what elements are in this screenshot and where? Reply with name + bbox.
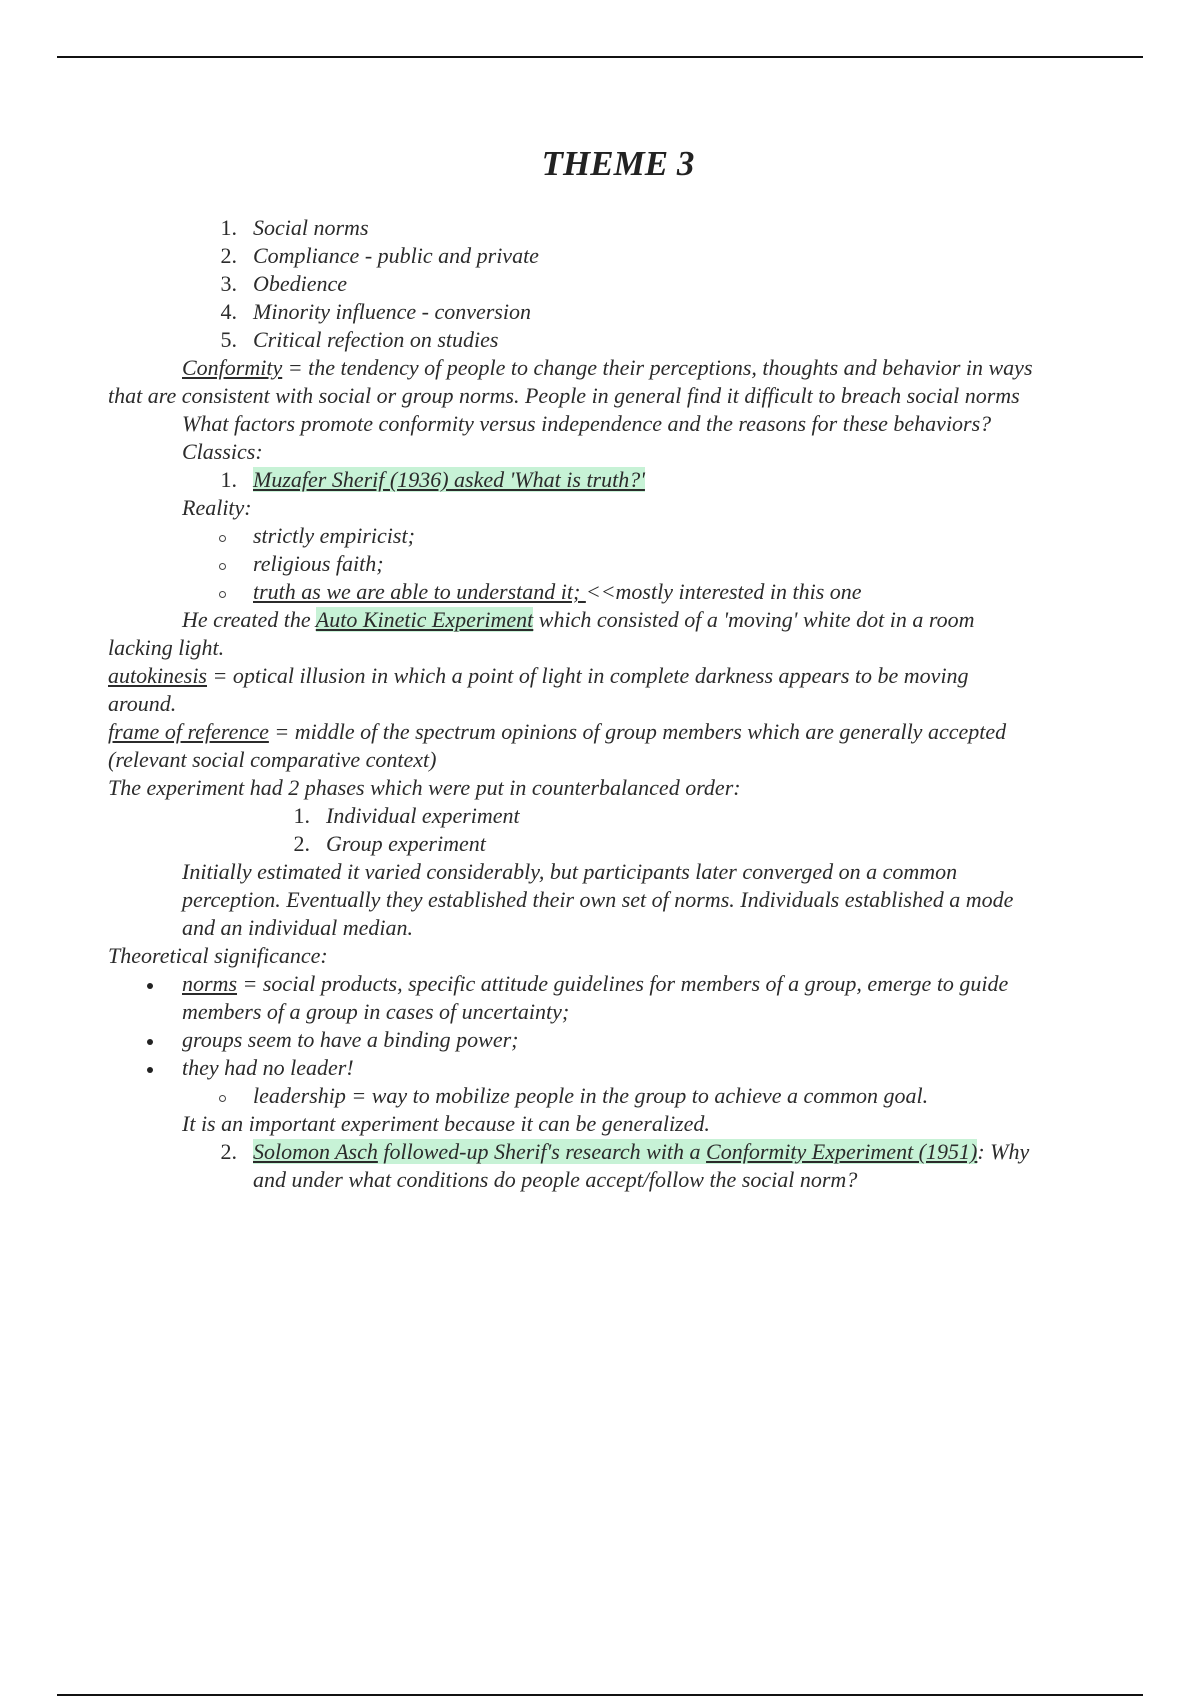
circle-bullet-icon	[219, 563, 226, 570]
asch-heading-cont: and under what conditions do people accept/follow the social norm?	[253, 1167, 858, 1192]
generalized-note: It is an important experiment because it can be generalized.	[182, 1111, 710, 1136]
asch-name: Solomon Asch	[253, 1139, 378, 1164]
outline-item: Minority influence - conversion	[253, 299, 531, 324]
autokinesis-definition-cont: around.	[108, 691, 177, 716]
bullet-icon	[147, 1067, 153, 1073]
header-rule	[57, 56, 1143, 58]
page-title: THEME 3	[541, 144, 695, 183]
phases-intro: The experiment had 2 phases which were put in counterbalanced order:	[108, 775, 741, 800]
bullet-icon	[147, 983, 153, 989]
binding-power: groups seem to have a binding power;	[182, 1027, 519, 1052]
sherif-heading: Muzafer Sherif (1936) asked 'What is truth?'	[253, 467, 645, 492]
conformity-definition: Conformity = the tendency of people to change their perceptions, thoughts and behavior in ways	[182, 355, 1033, 380]
auto-kinetic-term: Auto Kinetic Experiment	[315, 607, 534, 632]
results-text: perception. Eventually they established their own set of norms. Individuals established a mode	[182, 887, 1014, 912]
bullet-icon	[147, 1039, 153, 1045]
norms-definition-cont: members of a group in cases of uncertainty;	[182, 999, 570, 1024]
auto-kinetic-text-cont: lacking light.	[108, 635, 225, 660]
outline-item: Critical refection on studies	[253, 327, 499, 352]
outline-item: Obedience	[253, 271, 348, 296]
results-text: and an individual median.	[182, 915, 413, 940]
conformity-definition-cont: that are consistent with social or group norms. People in general find it difficult to breach social norms	[108, 383, 1020, 408]
outline-item: Social norms	[253, 215, 369, 240]
outline-number: 5.	[220, 327, 237, 352]
results-text: Initially estimated it varied considerably, but participants later converged on a common	[182, 859, 958, 884]
asch-heading: Solomon Asch followed-up Sherif's research with a Conformity Experiment (1951): Why	[253, 1139, 1030, 1164]
reality-item: religious faith;	[253, 551, 384, 576]
research-question: What factors promote conformity versus independence and the reasons for these behaviors?	[182, 411, 992, 436]
reality-item: truth as we are able to understand it; <<mostly interested in this one	[253, 579, 862, 604]
outline-number: 4.	[220, 299, 237, 324]
circle-bullet-icon	[219, 535, 226, 542]
phase-item: Group experiment	[326, 831, 486, 856]
no-leader: they had no leader!	[182, 1055, 354, 1080]
leadership-definition: leadership = way to mobilize people in the group to achieve a common goal.	[253, 1083, 929, 1108]
footer-rule	[57, 1694, 1143, 1696]
norms-definition: norms = social products, specific attitude guidelines for members of a group, emerge to guide	[182, 971, 1009, 996]
autokinesis-definition: autokinesis = optical illusion in which a point of light in complete darkness appears to be moving	[108, 663, 969, 688]
frame-definition: frame of reference = middle of the spectrum opinions of group members which are generally accepted	[108, 719, 1007, 744]
conformity-term: Conformity	[182, 355, 283, 380]
outline-number: 3.	[220, 271, 237, 296]
phase-number: 1.	[293, 803, 310, 828]
circle-bullet-icon	[219, 591, 226, 598]
auto-kinetic-text: He created the Auto Kinetic Experiment which consisted of a 'moving' white dot in a room	[182, 607, 975, 632]
outline-item: Compliance - public and private	[253, 243, 539, 268]
frame-term: frame of reference	[108, 719, 269, 744]
reality-item: strictly empiricist;	[253, 523, 415, 548]
reality-label: Reality:	[182, 495, 252, 520]
significance-label: Theoretical significance:	[108, 943, 328, 968]
autokinesis-term: autokinesis	[108, 663, 207, 688]
asch-experiment: Conformity Experiment (1951)	[706, 1139, 978, 1164]
phase-item: Individual experiment	[326, 803, 520, 828]
norms-term: norms	[182, 971, 238, 996]
outline-number: 1.	[220, 215, 237, 240]
circle-bullet-icon	[219, 1095, 226, 1102]
phase-number: 2.	[293, 831, 310, 856]
outline-number: 2.	[220, 243, 237, 268]
frame-definition-cont: (relevant social comparative context)	[108, 747, 437, 772]
list-number: 2.	[220, 1139, 237, 1164]
classics-label: Classics:	[182, 439, 263, 464]
list-number: 1.	[220, 467, 237, 492]
